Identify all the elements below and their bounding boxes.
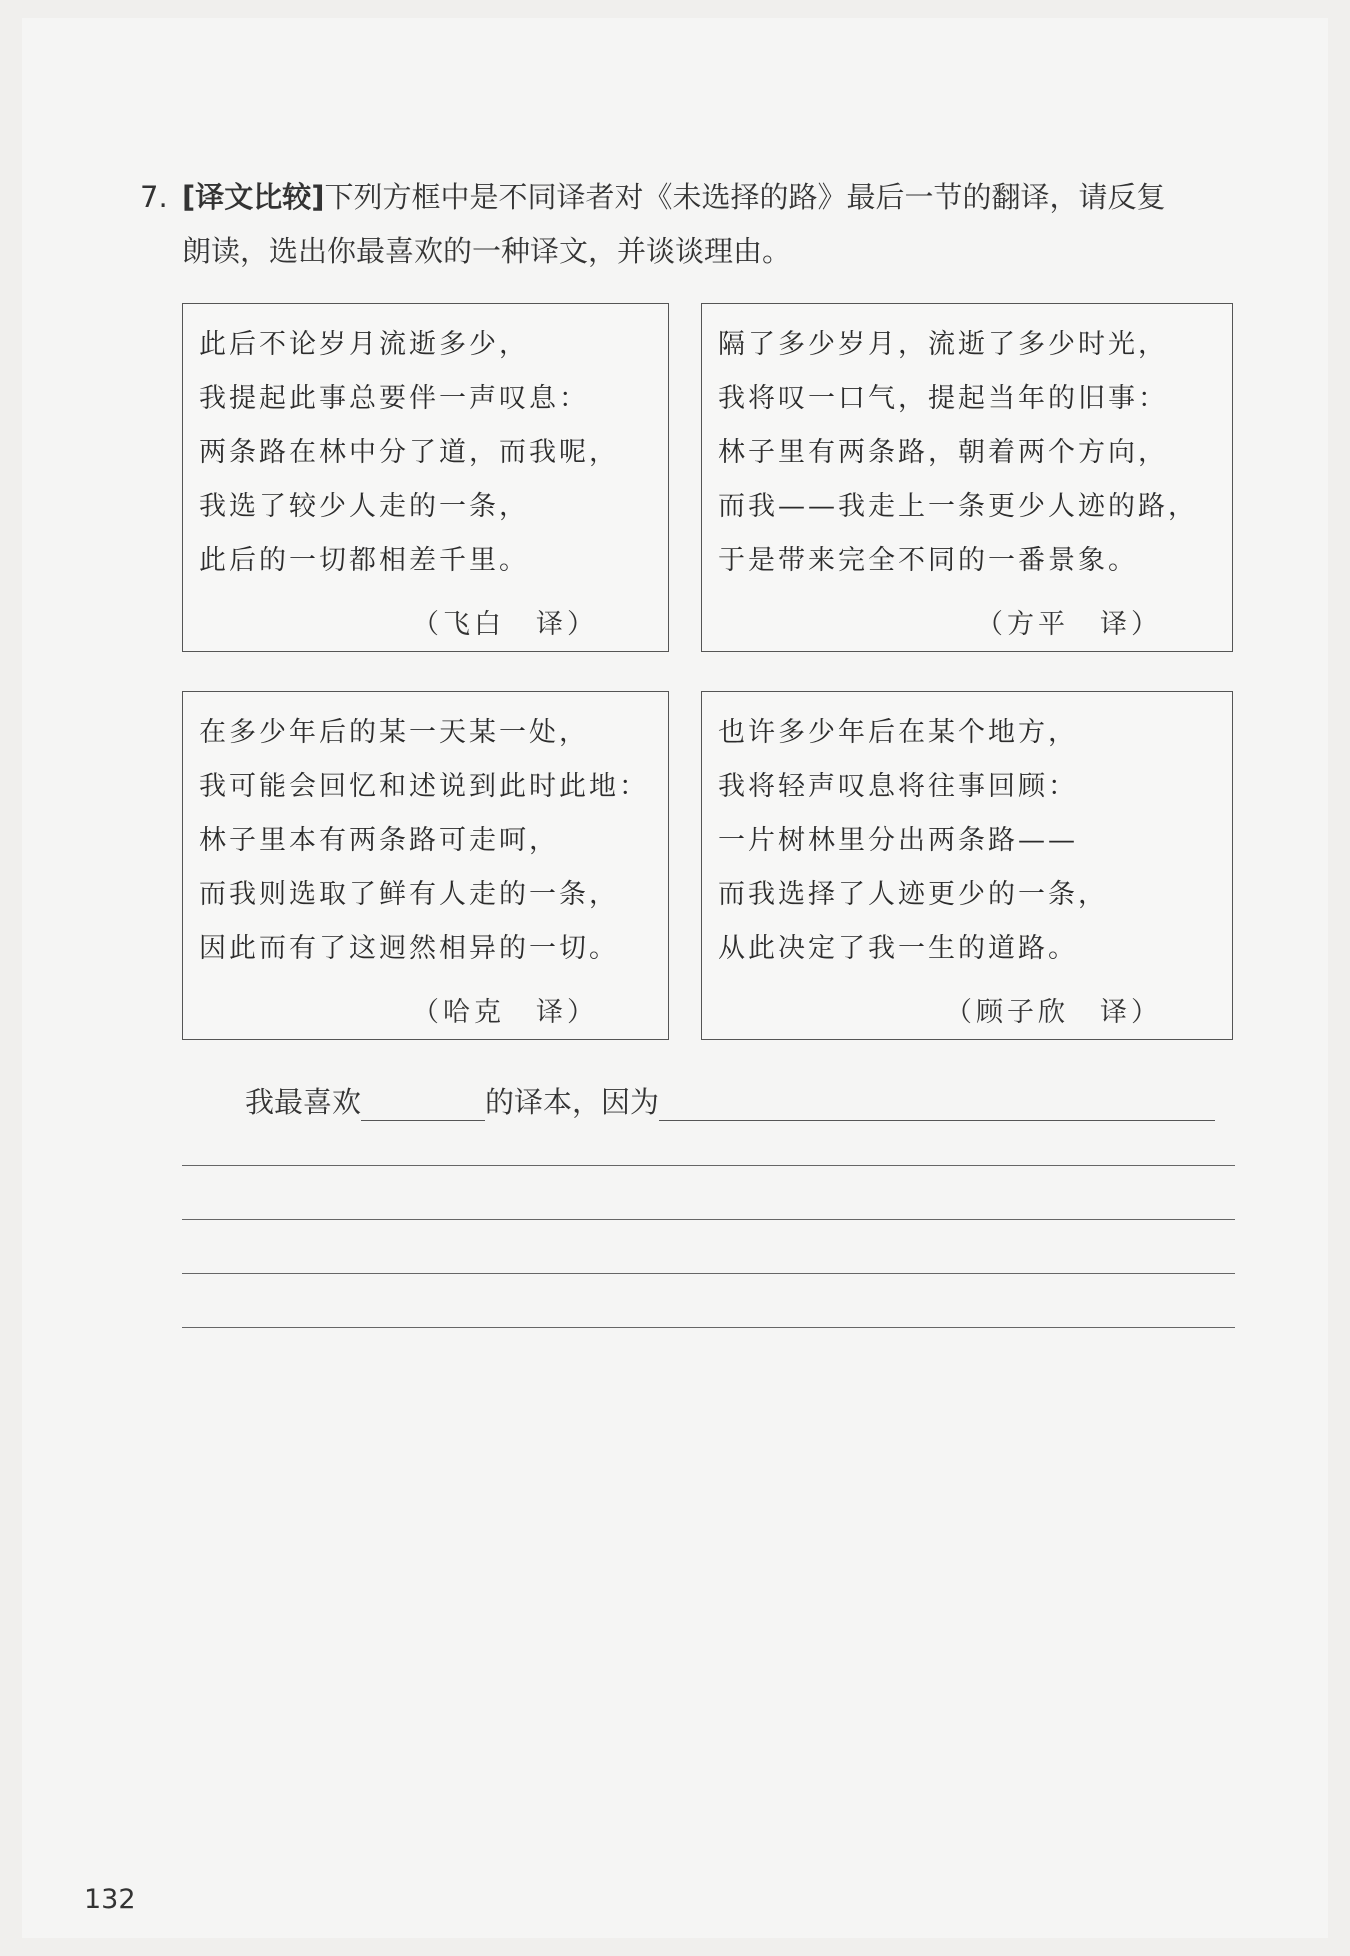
poem-line: 此后不论岁月流逝多少， (199, 329, 529, 360)
translation-box-feibai (182, 303, 669, 652)
poem-line: 林子里本有两条路可走呵， (199, 825, 559, 856)
translator-label: （方平 译） (976, 609, 1162, 640)
poem-lines (718, 706, 1108, 976)
poem-line: 林子里有两条路，朝着两个方向， (718, 437, 1168, 468)
question-number: 7. (140, 180, 168, 214)
poem-line: 从此决定了我一生的道路。 (718, 933, 1078, 964)
poem-line: 此后的一切都相差千里。 (199, 545, 529, 576)
answer-rule-4[interactable] (182, 1327, 1235, 1328)
poem-line: 隔了多少岁月，流逝了多少时光， (718, 329, 1168, 360)
answer-rule-1[interactable] (182, 1165, 1235, 1166)
poem-line: 而我选择了人迹更少的一条， (718, 879, 1108, 910)
reason-blank[interactable] (659, 1090, 1215, 1121)
translator-label: （哈克 译） (412, 997, 598, 1028)
poem-line: 于是带来完全不同的一番景象。 (718, 545, 1138, 576)
translator-label: （顾子欣 译） (945, 997, 1162, 1028)
poem-line: 而我则选取了鲜有人走的一条， (199, 879, 619, 910)
poem-line: 我选了较少人走的一条， (199, 491, 529, 522)
translation-box-fangping (701, 303, 1233, 652)
answer-prefix: 我最喜欢 (245, 1085, 362, 1119)
poem-line: 一片树林里分出两条路—— (718, 825, 1078, 856)
question-line-1 (182, 170, 1166, 224)
translation-choice-blank[interactable] (361, 1090, 485, 1121)
poem-line: 也许多少年后在某个地方， (718, 717, 1078, 748)
answer-line (245, 1080, 1215, 1121)
page-number: 132 (84, 1884, 136, 1915)
question-tag: [译文比较] (182, 180, 325, 214)
poem-lines (718, 318, 1198, 588)
translation-box-hake (182, 691, 669, 1040)
question-text-1: 下列方框中是不同译者对《未选择的路》最后一节的翻译，请反复 (324, 180, 1166, 214)
poem-line: 两条路在林中分了道，而我呢， (199, 437, 619, 468)
poem-line: 我可能会回忆和述说到此时此地： (199, 771, 649, 802)
poem-line: 而我——我走上一条更少人迹的路， (718, 491, 1198, 522)
question-line-2: 朗读，选出你最喜欢的一种译文，并谈谈理由。 (182, 234, 792, 268)
answer-rule-2[interactable] (182, 1219, 1235, 1220)
poem-line: 我提起此事总要伴一声叹息： (199, 383, 589, 414)
translator-label: （飞白 译） (412, 609, 598, 640)
poem-line: 我将叹一口气，提起当年的旧事： (718, 383, 1168, 414)
answer-middle: 的译本，因为 (485, 1085, 660, 1119)
poem-line: 在多少年后的某一天某一处， (199, 717, 589, 748)
answer-rule-3[interactable] (182, 1273, 1235, 1274)
poem-line: 我将轻声叹息将往事回顾： (718, 771, 1078, 802)
poem-lines (199, 318, 619, 588)
translation-box-guzixin (701, 691, 1233, 1040)
poem-line: 因此而有了这迥然相异的一切。 (199, 933, 619, 964)
poem-lines (199, 706, 649, 976)
